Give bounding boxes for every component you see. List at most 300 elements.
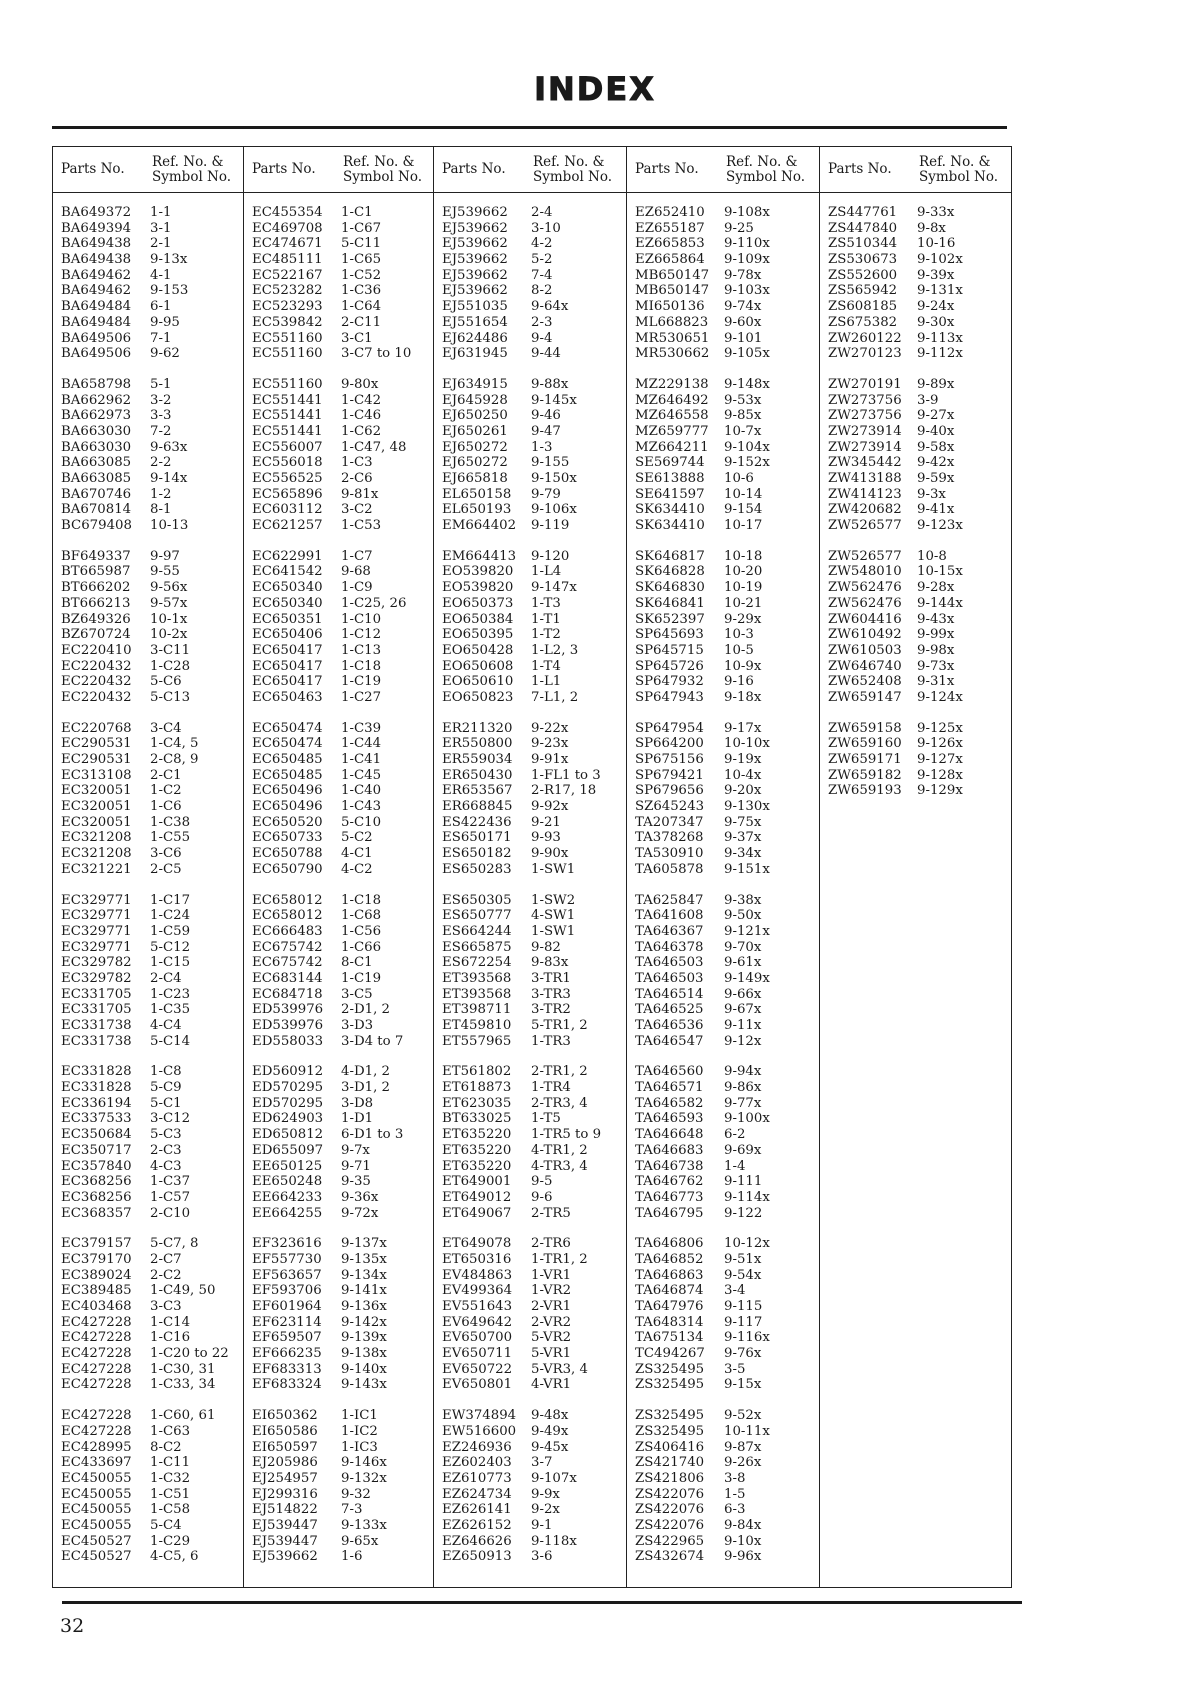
parts-no-cell: EF683313: [252, 1361, 322, 1377]
ref-symbol-cell: 9-52x: [724, 1408, 762, 1424]
parts-no-cell: BA649484: [61, 314, 132, 330]
table-row: [627, 768, 819, 784]
table-row: [627, 627, 819, 643]
row-group: [627, 549, 819, 706]
ref-symbol-cell: 3-8: [724, 1470, 746, 1486]
table-row: [627, 1299, 819, 1315]
table-row: [434, 236, 626, 252]
table-row: [434, 1346, 626, 1362]
column-header: [820, 147, 1011, 193]
ref-symbol-cell: 1-C38: [150, 814, 191, 830]
parts-no-cell: EC320051: [61, 783, 132, 799]
parts-no-cell: EC650351: [252, 611, 323, 627]
parts-no-cell: BA670814: [61, 502, 132, 518]
parts-no-cell: ZS565942: [828, 283, 898, 299]
parts-no-cell: SP645693: [635, 627, 704, 643]
parts-no-cell: ZW270123: [828, 346, 902, 362]
parts-no-cell: BA662962: [61, 392, 132, 408]
table-row: [820, 721, 1011, 737]
table-row: [820, 299, 1011, 315]
index-column: [243, 147, 433, 1587]
ref-symbol-cell: 1-TR1, 2: [531, 1251, 588, 1267]
parts-no-cell: EC666483: [252, 923, 323, 939]
table-row: [434, 643, 626, 659]
ref-symbol-cell: 9-2x: [531, 1502, 560, 1518]
table-row: [434, 1299, 626, 1315]
parts-no-cell: ZW652408: [828, 674, 902, 690]
parts-no-cell: ET649012: [442, 1189, 512, 1205]
parts-no-cell: EC427228: [61, 1361, 132, 1377]
ref-symbol-cell: 9-31x: [917, 674, 955, 690]
ref-symbol-cell: 9-17x: [724, 720, 762, 736]
parts-no-cell: EJ539662: [442, 283, 508, 299]
table-row: [244, 1283, 433, 1299]
parts-no-cell: EC650417: [252, 642, 323, 658]
parts-no-cell: EC428995: [61, 1439, 132, 1455]
ref-symbol-cell: 7-2: [150, 423, 172, 439]
parts-no-cell: EC450055: [61, 1502, 132, 1518]
table-row: [53, 1487, 243, 1503]
ref-symbol-cell: 9-76x: [724, 1346, 762, 1362]
ref-symbol-cell: 9-39x: [917, 267, 955, 283]
parts-no-cell: ZS421740: [635, 1455, 705, 1471]
parts-no-cell: MB650147: [635, 267, 710, 283]
ref-symbol-cell: 9-28x: [917, 580, 955, 596]
ref-symbol-cell: 9-50x: [724, 908, 762, 924]
ref-symbol-cell: 2-C5: [150, 861, 182, 877]
ref-symbol-cell: 9-150x: [531, 471, 577, 486]
parts-no-cell: ET623035: [442, 1095, 512, 1111]
parts-no-cell: SP647932: [635, 674, 704, 690]
ref-symbol-header: Ref. No. & Symbol No.: [533, 153, 613, 185]
table-row: [244, 1018, 433, 1034]
table-row: [244, 1502, 433, 1518]
table-row: [53, 440, 243, 456]
table-row: [244, 315, 433, 331]
table-row: [434, 846, 626, 862]
ref-symbol-cell: 9-27x: [917, 408, 955, 424]
ref-symbol-cell: 1-2: [150, 486, 172, 502]
ref-symbol-cell: 5-VR3, 4: [531, 1361, 588, 1377]
table-row: [627, 1143, 819, 1159]
ref-symbol-cell: 9-93: [531, 830, 561, 846]
table-row: [627, 783, 819, 799]
parts-no-cell: EC337533: [61, 1111, 132, 1127]
table-row: [820, 643, 1011, 659]
parts-no-cell: EC556525: [252, 471, 323, 486]
index-column: [433, 147, 626, 1587]
table-row: [627, 1064, 819, 1080]
parts-no-cell: EV650700: [442, 1330, 513, 1346]
table-row: [627, 549, 819, 565]
table-row: [53, 331, 243, 347]
ref-symbol-cell: 9-43x: [917, 611, 955, 627]
parts-no-cell: EC450055: [61, 1517, 132, 1533]
table-row: [244, 1174, 433, 1190]
table-row: [820, 502, 1011, 518]
ref-symbol-cell: 4-D1, 2: [341, 1064, 390, 1080]
table-row: [627, 205, 819, 221]
table-row: [53, 1518, 243, 1534]
table-row: [434, 862, 626, 878]
parts-no-cell: TA207347: [635, 814, 704, 830]
table-row: [244, 674, 433, 690]
parts-no-cell: EF623114: [252, 1314, 322, 1330]
parts-no-cell: ZW659160: [828, 736, 902, 752]
table-row: [627, 1268, 819, 1284]
ref-symbol-cell: 1-C64: [341, 299, 382, 315]
table-row: [434, 580, 626, 596]
ref-symbol-cell: 8-C2: [150, 1439, 182, 1455]
table-row: [53, 768, 243, 784]
parts-no-cell: TA646738: [635, 1158, 704, 1174]
table-row: [434, 1111, 626, 1127]
parts-no-cell: SP645726: [635, 658, 704, 674]
parts-no-cell: EZ626152: [442, 1517, 512, 1533]
table-row: [244, 1471, 433, 1487]
parts-no-cell: ZW420682: [828, 502, 902, 518]
parts-no-cell: EO650608: [442, 658, 514, 674]
table-row: [53, 487, 243, 503]
parts-no-cell: EC650474: [252, 720, 323, 736]
ref-symbol-cell: 9-116x: [724, 1330, 770, 1346]
parts-no-cell: ER211320: [442, 720, 513, 736]
table-row: [627, 440, 819, 456]
ref-symbol-cell: 9-48x: [531, 1408, 569, 1424]
parts-no-cell: MB650147: [635, 283, 710, 299]
ref-symbol-cell: 3-2: [150, 392, 172, 408]
parts-no-cell: ZS608185: [828, 299, 898, 315]
ref-symbol-cell: 1-T1: [531, 611, 561, 627]
parts-no-cell: ZS422076: [635, 1486, 705, 1502]
parts-no-cell: EC522167: [252, 267, 323, 283]
ref-symbol-cell: 9-45x: [531, 1439, 569, 1455]
table-row: [53, 752, 243, 768]
ref-symbol-cell: 9-96x: [724, 1549, 762, 1565]
table-row: [820, 408, 1011, 424]
parts-no-cell: TA646806: [635, 1236, 704, 1252]
ref-symbol-cell: 10-2x: [150, 627, 188, 643]
ref-symbol-cell: 5-C1: [150, 1095, 182, 1111]
table-row: [53, 299, 243, 315]
ref-symbol-cell: 9-101: [724, 330, 763, 346]
table-row: [627, 1487, 819, 1503]
table-row: [53, 1096, 243, 1112]
ref-symbol-cell: 1-FL1 to 3: [531, 767, 601, 783]
ref-symbol-cell: 2-3: [531, 314, 553, 330]
table-row: [434, 1283, 626, 1299]
parts-no-cell: BA670746: [61, 486, 132, 502]
ref-symbol-cell: 1-C27: [341, 689, 382, 705]
ref-symbol-cell: 3-C6: [150, 846, 182, 862]
ref-symbol-cell: 9-9x: [531, 1486, 560, 1502]
table-row: [434, 549, 626, 565]
ref-symbol-cell: 10-6: [724, 471, 754, 486]
table-row: [627, 315, 819, 331]
table-row: [244, 924, 433, 940]
table-row: [434, 768, 626, 784]
table-row: [627, 596, 819, 612]
ref-symbol-cell: 6-1: [150, 299, 172, 315]
table-row: [53, 393, 243, 409]
parts-no-cell: EC621257: [252, 518, 323, 534]
table-row: [820, 221, 1011, 237]
table-row: [53, 1408, 243, 1424]
parts-no-cell: EC658012: [252, 892, 323, 908]
table-row: [434, 908, 626, 924]
table-row: [627, 1502, 819, 1518]
ref-symbol-cell: 9-107x: [531, 1470, 577, 1486]
parts-no-cell: ES650182: [442, 846, 512, 862]
parts-no-cell: EE650125: [252, 1158, 323, 1174]
parts-no-cell: ZS510344: [828, 236, 898, 252]
ref-symbol-cell: 3-9: [917, 392, 939, 408]
table-row: [53, 268, 243, 284]
parts-no-cell: EV499364: [442, 1283, 513, 1299]
table-row: [627, 502, 819, 518]
ref-symbol-cell: 3-4: [724, 1283, 746, 1299]
ref-symbol-cell: 1-C16: [150, 1330, 191, 1346]
table-row: [820, 424, 1011, 440]
parts-no-cell: EC523282: [252, 283, 323, 299]
parts-no-cell: TA646503: [635, 955, 704, 971]
parts-no-cell: ED655097: [252, 1142, 324, 1158]
parts-no-cell: ET635220: [442, 1142, 512, 1158]
parts-no-cell: EC650496: [252, 783, 323, 799]
ref-symbol-cell: 1-C15: [150, 955, 191, 971]
ref-symbol-header: Ref. No. & Symbol No.: [152, 153, 232, 185]
ref-symbol-cell: 3-TR3: [531, 986, 571, 1002]
table-row: [244, 1127, 433, 1143]
table-row: [244, 1143, 433, 1159]
table-row: [627, 252, 819, 268]
table-row: [53, 1315, 243, 1331]
table-row: [434, 1080, 626, 1096]
table-row: [244, 221, 433, 237]
table-row: [434, 283, 626, 299]
ref-symbol-cell: 9-18x: [724, 689, 762, 705]
bottom-rule: [62, 1601, 1022, 1604]
ref-symbol-cell: 9-152x: [724, 455, 770, 471]
ref-symbol-cell: 1-C19: [341, 674, 382, 690]
ref-symbol-cell: 9-60x: [724, 314, 762, 330]
parts-no-cell: TA646514: [635, 986, 704, 1002]
ref-symbol-cell: 2-R17, 18: [531, 783, 597, 799]
ref-symbol-cell: 9-30x: [917, 314, 955, 330]
parts-no-cell: EV649642: [442, 1314, 513, 1330]
parts-no-cell: ED539976: [252, 1002, 324, 1018]
table-row: [627, 1377, 819, 1393]
table-row: [244, 987, 433, 1003]
table-row: [627, 331, 819, 347]
table-row: [244, 971, 433, 987]
ref-symbol-cell: 9-144x: [917, 595, 963, 611]
parts-no-cell: BA663030: [61, 439, 132, 455]
table-row: [627, 1018, 819, 1034]
table-row: [627, 1252, 819, 1268]
ref-symbol-cell: 2-TR1, 2: [531, 1064, 588, 1080]
table-row: [434, 518, 626, 534]
ref-symbol-cell: 1-C65: [341, 252, 382, 268]
ref-symbol-cell: 9-147x: [531, 580, 577, 596]
table-row: [53, 659, 243, 675]
ref-symbol-cell: 2-C10: [150, 1205, 191, 1221]
table-row: [53, 408, 243, 424]
table-row: [434, 1002, 626, 1018]
ref-symbol-cell: 4-TR1, 2: [531, 1142, 588, 1158]
table-row: [434, 221, 626, 237]
ref-symbol-cell: 5-C13: [150, 689, 191, 705]
table-row: [244, 1362, 433, 1378]
table-row: [627, 377, 819, 393]
column-body: [820, 193, 1011, 799]
table-row: [627, 862, 819, 878]
table-row: [627, 471, 819, 487]
table-row: [820, 205, 1011, 221]
table-row: [244, 1346, 433, 1362]
ref-symbol-cell: 1-C60, 61: [150, 1408, 216, 1424]
ref-symbol-cell: 9-19x: [724, 752, 762, 767]
ref-symbol-cell: 3-C5: [341, 986, 373, 1002]
table-row: [627, 424, 819, 440]
table-row: [627, 1440, 819, 1456]
parts-no-cell: EC368256: [61, 1174, 132, 1190]
row-group: [434, 205, 626, 362]
column-body: [53, 193, 243, 1565]
table-row: [244, 659, 433, 675]
parts-no-cell: EJ631945: [442, 346, 508, 362]
ref-symbol-cell: 1-VR1: [531, 1267, 572, 1283]
parts-no-cell: EF563657: [252, 1267, 322, 1283]
parts-no-cell: EO650373: [442, 595, 514, 611]
ref-symbol-cell: 3-C1: [341, 330, 373, 346]
table-row: [434, 408, 626, 424]
parts-no-cell: EO539820: [442, 564, 514, 580]
parts-no-cell: EZ665853: [635, 236, 705, 252]
parts-no-cell: TA646762: [635, 1174, 704, 1190]
parts-no-cell: EJ539662: [442, 236, 508, 252]
ref-symbol-cell: 9-1: [531, 1517, 553, 1533]
table-row: [244, 721, 433, 737]
ref-symbol-cell: 1-TR5 to 9: [531, 1127, 602, 1143]
parts-no-cell: SP647943: [635, 689, 704, 705]
parts-no-cell: SK646830: [635, 580, 705, 596]
parts-no-cell: EC650520: [252, 814, 323, 830]
ref-symbol-cell: 4-TR3, 4: [531, 1158, 588, 1174]
table-row: [434, 564, 626, 580]
parts-no-cell: EF659507: [252, 1330, 322, 1346]
table-row: [53, 1502, 243, 1518]
ref-symbol-cell: 1-C7: [341, 548, 373, 564]
ref-symbol-cell: 9-88x: [531, 376, 569, 392]
ref-symbol-cell: 9-97: [150, 548, 180, 564]
ref-symbol-cell: 9-62: [150, 346, 180, 362]
parts-no-cell: EC683144: [252, 970, 323, 986]
parts-no-header: Parts No.: [442, 161, 506, 177]
parts-no-cell: EC331738: [61, 1018, 132, 1033]
ref-symbol-cell: 2-C6: [341, 471, 373, 486]
ref-symbol-cell: 10-7x: [724, 423, 762, 439]
parts-no-cell: EV650722: [442, 1361, 513, 1377]
table-row: [434, 1518, 626, 1534]
parts-no-cell: SK634410: [635, 518, 705, 534]
ref-symbol-cell: 9-98x: [917, 642, 955, 658]
row-group: [820, 549, 1011, 706]
table-row: [53, 236, 243, 252]
ref-symbol-cell: 1-C51: [150, 1486, 191, 1502]
table-row: [627, 455, 819, 471]
table-row: [53, 643, 243, 659]
table-row: [53, 1018, 243, 1034]
table-row: [627, 1424, 819, 1440]
parts-no-cell: ZW659182: [828, 767, 902, 783]
ref-symbol-cell: 9-120: [531, 548, 570, 564]
ref-symbol-cell: 1-T2: [531, 627, 561, 643]
table-row: [53, 1190, 243, 1206]
table-row: [244, 502, 433, 518]
ref-symbol-cell: 9-47: [531, 423, 561, 439]
table-row: [434, 1315, 626, 1331]
ref-symbol-cell: 5-VR2: [531, 1330, 572, 1346]
ref-symbol-cell: 9-151x: [724, 861, 770, 877]
ref-symbol-cell: 9-121x: [724, 923, 770, 939]
table-row: [53, 424, 243, 440]
table-row: [820, 752, 1011, 768]
ref-symbol-cell: 3-D8: [341, 1095, 374, 1111]
ref-symbol-cell: 9-23x: [531, 736, 569, 752]
ref-symbol-cell: 1-C66: [341, 939, 382, 955]
ref-symbol-cell: 5-C10: [341, 814, 382, 830]
table-row: [53, 596, 243, 612]
ref-symbol-cell: 1-C67: [341, 220, 382, 236]
table-row: [434, 1408, 626, 1424]
table-row: [244, 846, 433, 862]
parts-no-cell: EZ626141: [442, 1502, 512, 1518]
table-row: [434, 1534, 626, 1550]
table-row: [820, 252, 1011, 268]
parts-no-cell: ES664244: [442, 923, 512, 939]
ref-symbol-cell: 1-C19: [341, 970, 382, 986]
parts-no-cell: EC329782: [61, 955, 132, 971]
ref-symbol-cell: 9-21: [531, 814, 561, 830]
parts-no-cell: EZ624734: [442, 1486, 512, 1502]
table-row: [627, 987, 819, 1003]
parts-no-cell: EC427228: [61, 1314, 132, 1330]
parts-no-cell: EC220410: [61, 642, 132, 658]
row-group: [434, 1236, 626, 1393]
table-row: [244, 252, 433, 268]
parts-no-cell: ET649067: [442, 1205, 512, 1221]
parts-no-cell: EJ539662: [442, 220, 508, 236]
parts-no-cell: ER668845: [442, 799, 513, 815]
ref-symbol-cell: 5-C6: [150, 674, 182, 690]
table-row: [434, 1362, 626, 1378]
parts-no-cell: EC450055: [61, 1486, 132, 1502]
parts-no-cell: TC494267: [635, 1346, 705, 1362]
ref-symbol-cell: 10-12x: [724, 1236, 770, 1252]
table-row: [434, 424, 626, 440]
table-row: [244, 393, 433, 409]
ref-symbol-cell: 1-C3: [341, 455, 373, 471]
ref-symbol-cell: 9-123x: [917, 518, 963, 534]
table-row: [244, 862, 433, 878]
table-row: [627, 1408, 819, 1424]
table-row: [244, 596, 433, 612]
parts-no-cell: ET393568: [442, 970, 512, 986]
ref-symbol-cell: 1-C47, 48: [341, 439, 407, 455]
table-row: [53, 1362, 243, 1378]
ref-symbol-cell: 9-49x: [531, 1423, 569, 1439]
